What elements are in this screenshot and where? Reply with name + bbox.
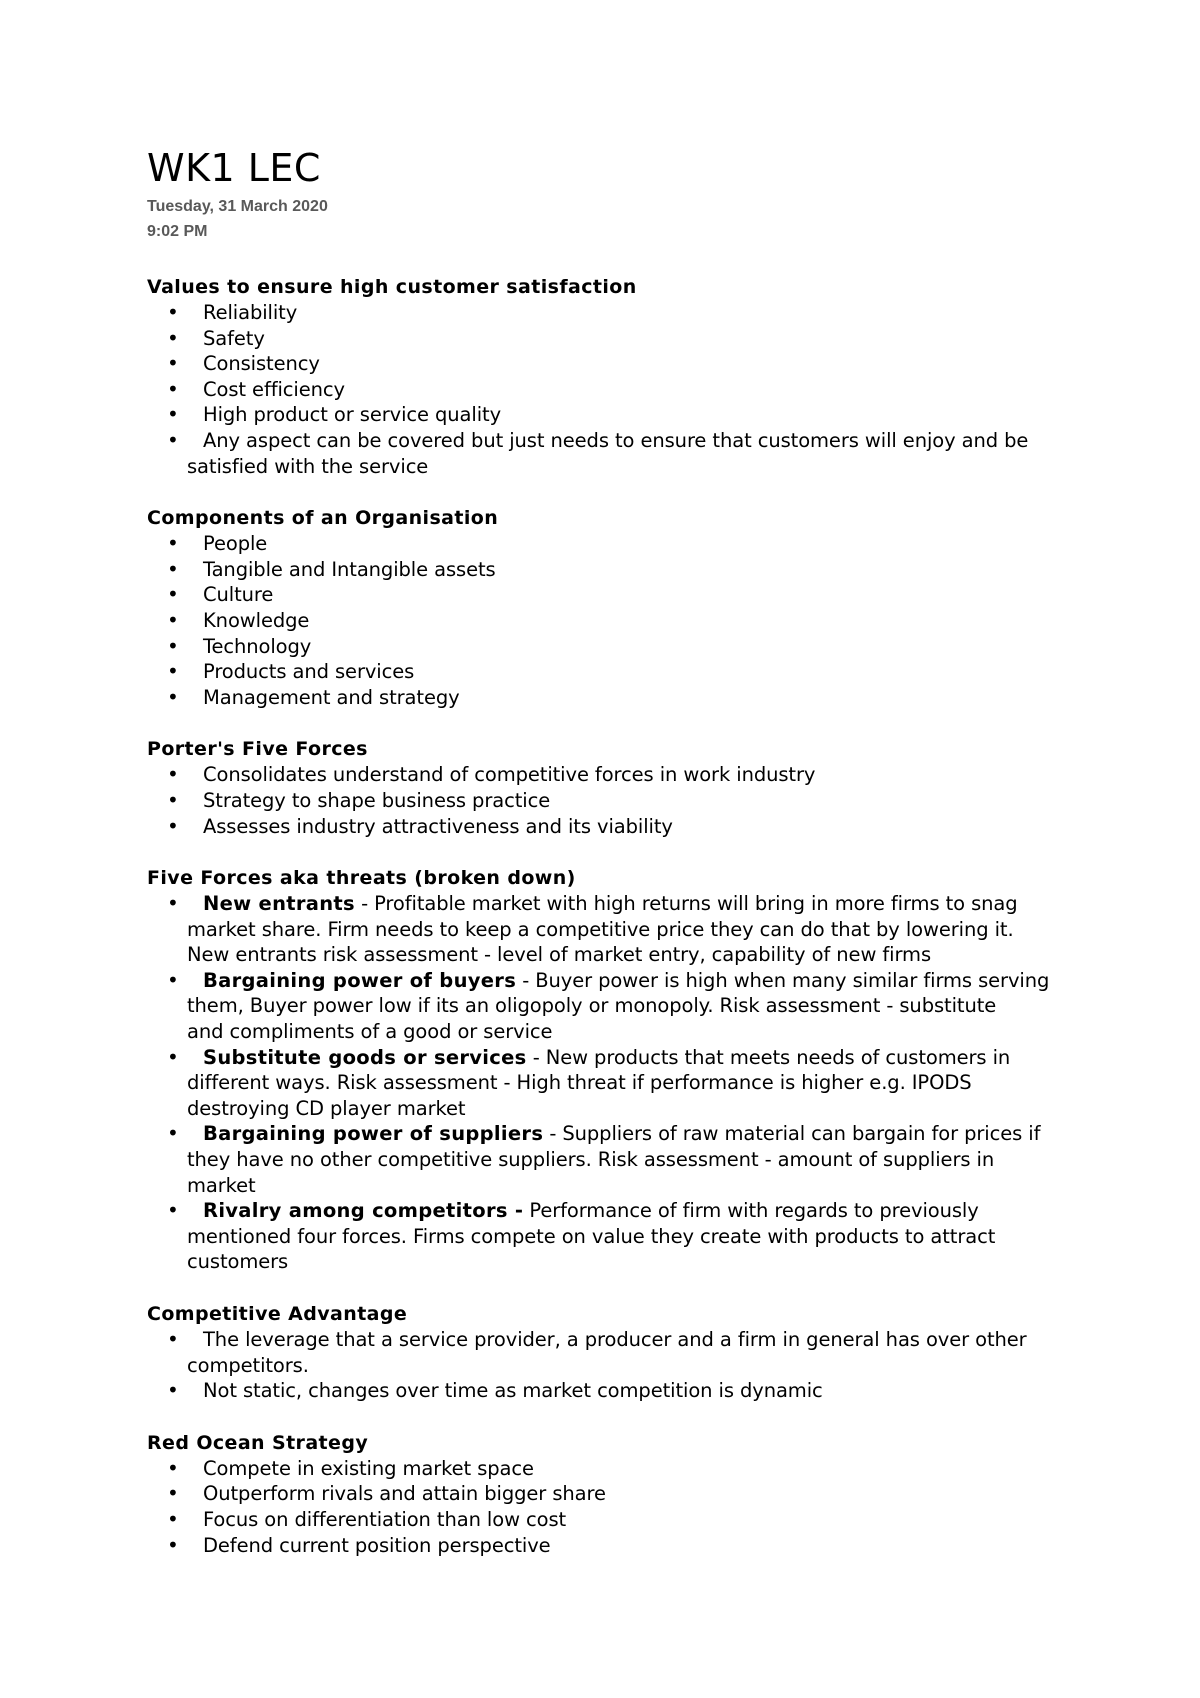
list-item-text: Safety [203,326,265,350]
list-item-text-continued: and compliments of a good or service [187,1020,553,1044]
list-item-text: - Suppliers of raw material can bargain for prices if [543,1122,1041,1146]
bullet-icon: • [167,531,179,556]
list-item [147,402,1077,428]
bullet-icon: • [167,787,179,812]
list-item-text: - Profitable market with high returns will bring in more firms to snag [354,892,1018,916]
list-item-text: Tangible and Intangible assets [203,557,496,581]
section-organisation-components [147,505,1077,710]
list-item [147,608,1077,634]
section-heading: Five Forces aka threats (broken down) [147,867,576,890]
bullet-icon: • [167,1198,179,1223]
list-item [147,1533,1077,1559]
list-item-text-continued: different ways. Risk assessment - High threat if performance is higher e.g. IPODS [187,1071,972,1095]
bullet-icon: • [167,1532,179,1557]
list-item-text-continued: satisfied with the service [187,454,429,478]
bullet-icon: • [167,1378,179,1403]
list-item-text: Management and strategy [203,685,460,709]
bullet-icon: • [167,325,179,350]
section-heading: Red Ocean Strategy [147,1431,369,1454]
list-item-text: Performance of firm with regards to previously [523,1199,979,1223]
list-item [147,351,1077,377]
list-item-text: - New products that meets needs of customers in [526,1045,1011,1069]
list-item-text: Consistency [203,352,320,376]
list-item [147,377,1077,403]
list-item-text: Outperform rivals and attain bigger share [203,1482,606,1506]
list-item [147,968,1077,1045]
section-heading: Competitive Advantage [147,1303,408,1325]
section-red-ocean-strategy [147,1430,1077,1558]
list-item-text: People [203,532,268,556]
list-item-text: - Buyer power is high when many similar firms serving [516,968,1050,992]
list-item [147,1378,1077,1404]
bullet-icon: • [167,659,179,684]
section-competitive-advantage [147,1301,1077,1404]
list-item [147,1507,1077,1533]
list-item [147,788,1077,814]
bullet-icon: • [167,402,179,427]
list-item-text: Any aspect can be covered but just needs to ensure that customers will enjoy and be [203,428,1029,452]
bullet-icon: • [167,967,179,992]
bullet-list [147,762,1077,839]
bullet-icon: • [167,1481,179,1506]
list-item-text-continued: them, Buyer power low if its an oligopoly or monopoly. Risk assessment - substitute [187,994,997,1018]
list-item [147,814,1077,840]
list-item [147,326,1077,352]
list-item [147,1198,1077,1275]
list-item-text-continued: mentioned four forces. Firms compete on value they create with products to attract [187,1224,996,1248]
note-date: Tuesday, 31 March 2020 [147,198,328,215]
bullet-list [147,300,1077,479]
list-item-text: High product or service quality [203,403,502,427]
list-item-term: Rivalry among competitors - [203,1199,524,1223]
list-item [147,1481,1077,1507]
list-item [147,531,1077,557]
list-item-text: Technology [203,634,312,658]
list-item [147,685,1077,711]
list-item [147,582,1077,608]
list-item [147,891,1077,968]
bullet-icon: • [167,351,179,376]
list-item [147,1121,1077,1198]
section-five-forces-threats [147,865,1077,1275]
list-item [147,634,1077,660]
list-item-text-continued: destroying CD player market [187,1096,466,1120]
bullet-icon: • [167,582,179,607]
bullet-icon: • [167,300,179,324]
bullet-list [147,891,1077,1275]
list-item [147,300,1077,326]
list-item [147,428,1077,479]
bullet-icon: • [167,633,179,658]
list-item-text: Cost efficiency [203,377,345,401]
page-title: WK1 LEC [147,146,321,190]
section-heading: Porter's Five Forces [147,738,368,761]
bullet-icon: • [167,427,179,452]
list-item-text: Strategy to shape business practice [203,788,551,812]
list-item-text-continued: customers [187,1250,289,1274]
bullet-icon: • [167,891,179,916]
bullet-icon: • [167,1327,179,1351]
list-item-text: Consolidates understand of competitive forces in work industry [203,763,816,787]
list-item-text-continued: they have no other competitive suppliers. Risk assessment - amount of suppliers in [187,1148,995,1172]
list-item-text: Assesses industry attractiveness and its viability [203,814,673,838]
list-item-text: Reliability [203,301,298,324]
list-item-text: Compete in existing market space [203,1456,534,1480]
list-item-text: The leverage that a service provider, a producer and a firm in general has over other [203,1328,1027,1351]
bullet-list [147,531,1077,710]
list-item-term: New entrants [203,892,355,916]
bullet-icon: • [167,607,179,632]
list-item [147,659,1077,685]
list-item-text: Focus on differentiation than low cost [203,1507,567,1531]
bullet-list [147,1327,1077,1404]
bullet-icon: • [167,813,179,838]
list-item [147,762,1077,788]
list-item-text: Products and services [203,660,415,684]
bullet-icon: • [167,1121,179,1146]
bullet-icon: • [167,376,179,401]
list-item [147,1456,1077,1482]
list-item-text: Defend current position perspective [203,1533,551,1557]
list-item-text: Culture [203,583,274,607]
list-item-text-continued: market share. Firm needs to keep a competitive price they can do that by lowering it. [187,917,1014,941]
list-item [147,557,1077,583]
list-item-text-continued: competitors. [187,1353,309,1377]
bullet-icon: • [167,1044,179,1069]
note-time: 9:02 PM [147,223,208,240]
bullet-icon: • [167,556,179,581]
bullet-icon: • [167,762,179,787]
list-item-text-continued: New entrants risk assessment - level of market entry, capability of new firms [187,943,932,967]
list-item-text: Not static, changes over time as market competition is dynamic [203,1379,823,1403]
section-heading: Values to ensure high customer satisfaction [147,276,637,298]
section-customer-satisfaction [147,274,1077,479]
list-item-term: Bargaining power of buyers [203,968,517,992]
section-heading: Components of an Organisation [147,507,499,530]
bullet-icon: • [167,1455,179,1480]
bullet-icon: • [167,684,179,709]
list-item-text-continued: market [187,1173,256,1197]
list-item [147,1045,1077,1122]
section-porters-five-forces [147,736,1077,839]
list-item-term: Bargaining power of suppliers [203,1122,544,1146]
bullet-list [147,1456,1077,1558]
note-page [147,144,1077,1558]
bullet-icon: • [167,1506,179,1531]
list-item-text: Knowledge [203,608,310,632]
list-item-term: Substitute goods or services [203,1045,527,1069]
list-item [147,1327,1077,1378]
